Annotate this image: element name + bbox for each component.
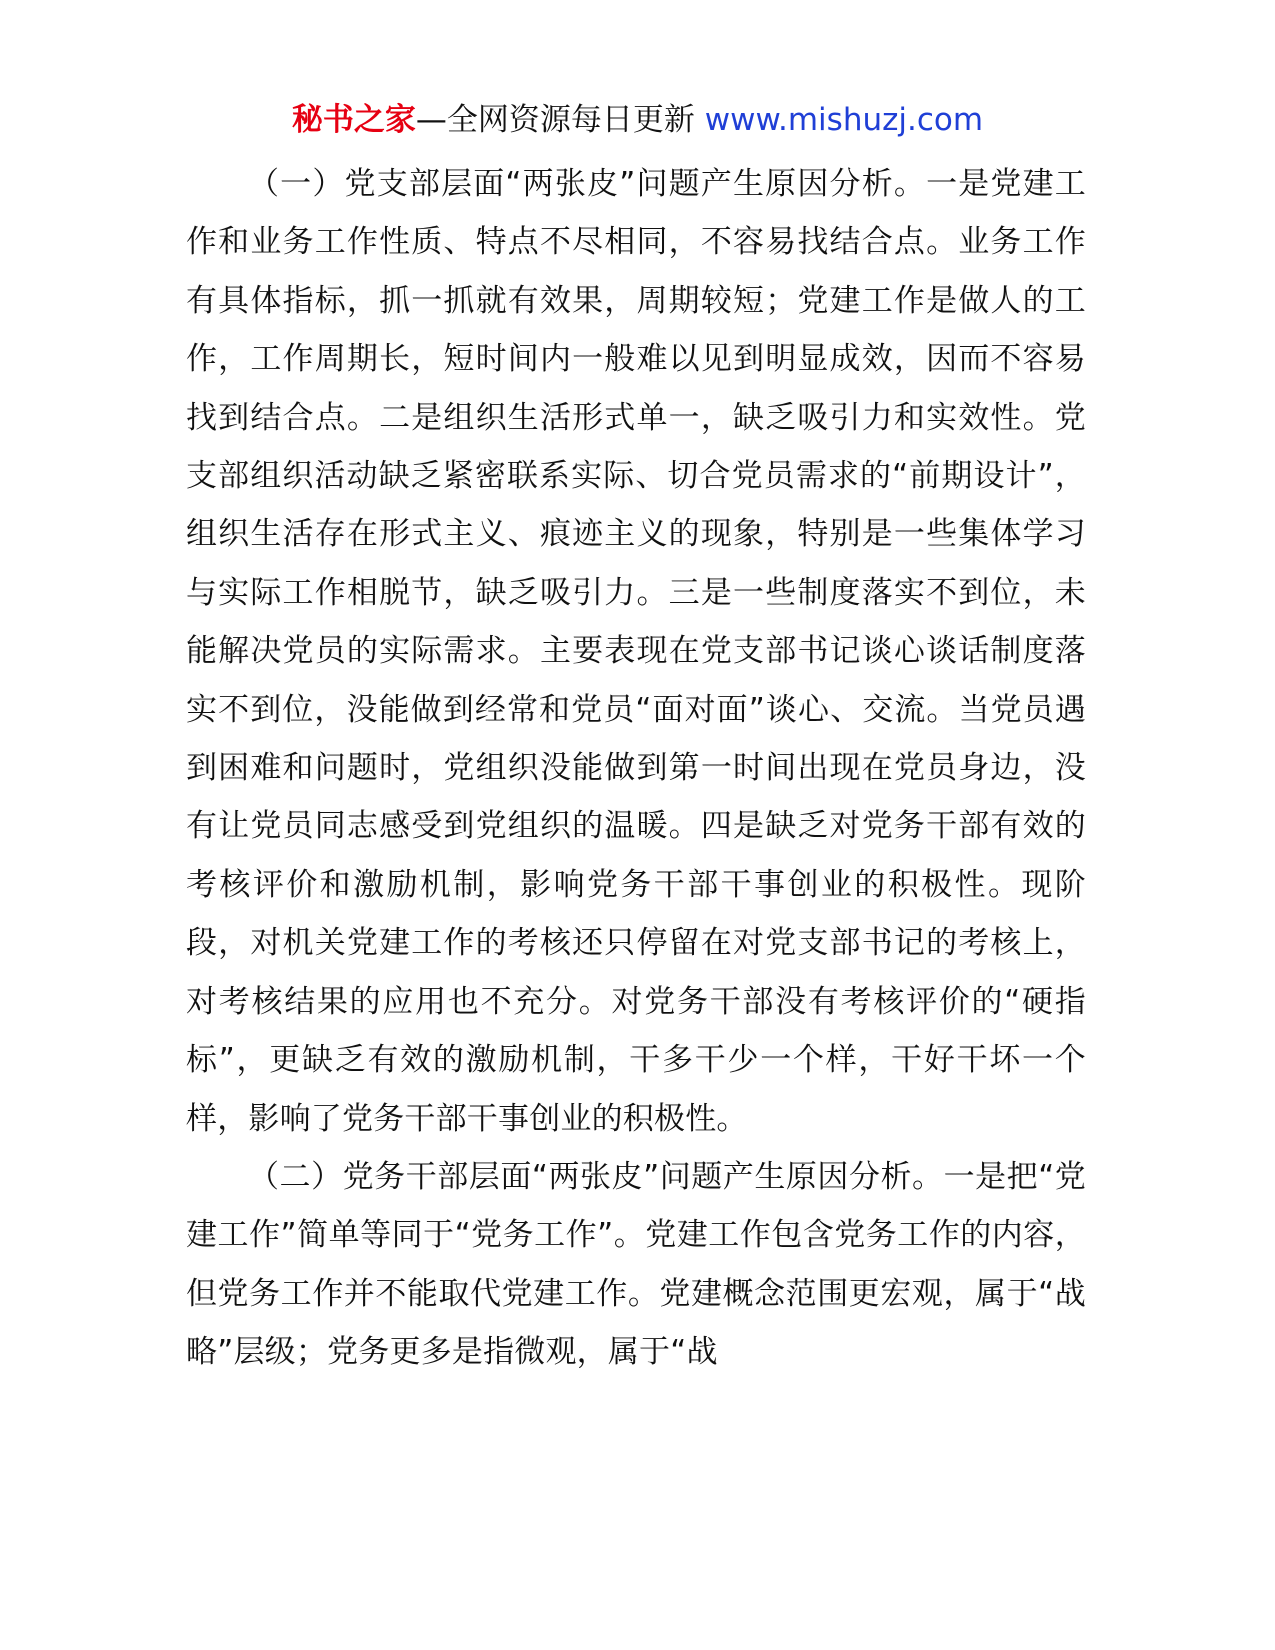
paragraph-1: （一）党支部层面“两张皮”问题产生原因分析。一是党建工作和业务工作性质、特点不尽相同，不容易找结合点。业务工作有具体指标，抓一抓就有效果，周期较短；党建工作是做人的工作，工作周期长，短时间内一般难以见到明显成效，因而不容易找到结合点。二是组织生活形式单一，缺乏吸引力和实效性。党支部组织活动缺乏紧密联系实际、切合党员需求的“前期设计”，组织生活存在形式主义、痕迹主义的现象，特别是一些集体学习与实际工作相脱节，缺乏吸引力。三是一些制度落实不到位，未能解决党员的实际需求。主要表现在党支部书记谈心谈话制度落实不到位，没能做到经常和党员“面对面”谈心、交流。当党员遇到困难和问题时，党组织没能做到第一时间出现在党员身边，没有让党员同志感受到党组织的温暖。四是缺乏对党务干部有效的考核评价和激励机制，影响党务干部干事创业的积极性。现阶段，对机关党建工作的考核还只停留在对党支部书记的考核上，对考核结果的应用也不充分。对党务干部没有考核评价的“硬指标”，更缺乏有效的激励机制，干多干少一个样，干好干坏一个样，影响了党务干部干事创业的积极性。 (186, 166, 1086, 1137)
paragraph-2: （二）党务干部层面“两张皮”问题产生原因分析。一是把“党建工作”简单等同于“党务工作”。党建工作包含党务工作的内容，但党务工作并不能取代党建工作。党建概念范围更宏观，属于“战略”层级；党务更多是指微观，属于“战 (186, 1158, 1086, 1371)
page-header (0, 98, 1275, 142)
header-tagline: —全网资源每日更新 (415, 102, 705, 138)
header-brand: 秘书之家 (291, 102, 416, 138)
document-body (186, 155, 1086, 1382)
header-url-link[interactable]: www.mishuzj.com (704, 102, 984, 138)
